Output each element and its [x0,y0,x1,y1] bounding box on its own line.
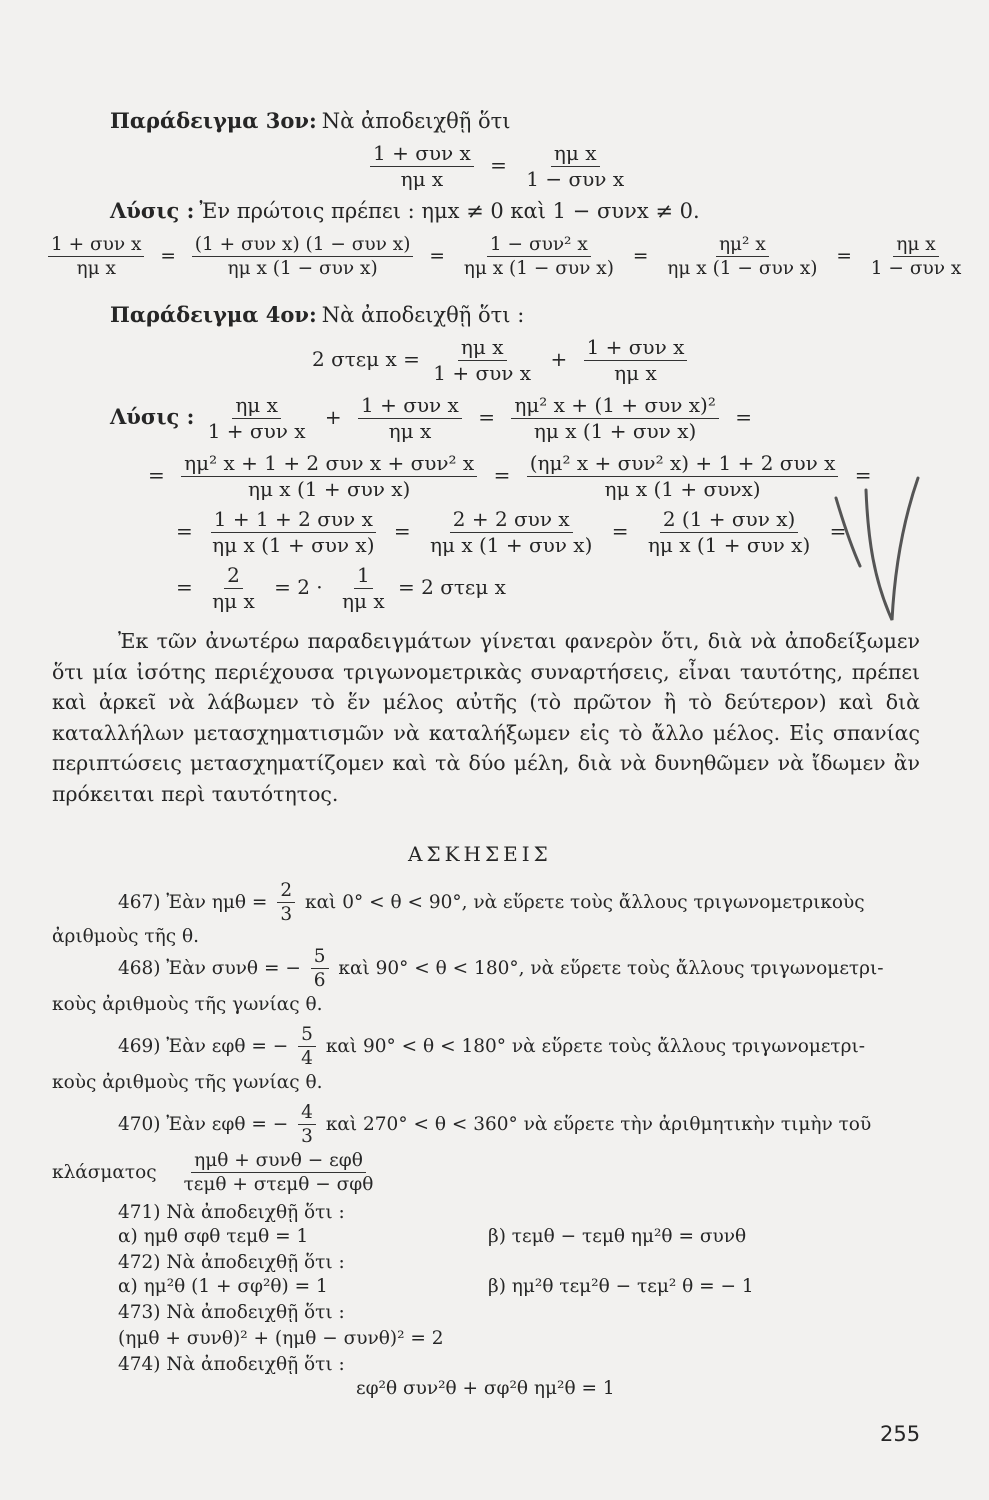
example-3-prompt: Νὰ ἀποδειχθῇ ὅτι [321,109,511,133]
exercise-471-title: 471) Νὰ ἀποδειχθῇ ὅτι : [118,1202,345,1223]
fraction-numerator: 1 + συν x [48,234,144,257]
fraction-numerator: 2 [224,564,243,589]
fraction-numerator: ημ x [458,336,507,361]
equals-sign: = [176,575,193,599]
equals-sign: = [611,519,629,543]
exercise-474-a: εφ²θ συν²θ + σφ²θ ημ²θ = 1 [356,1378,615,1399]
exercise-471-a: α) ημθ σφθ τεμθ = 1 [118,1226,309,1247]
fraction-denominator: 1 − συν x [526,167,625,191]
exercise-text: 470) Ἐὰν εφθ = − [118,1113,289,1135]
fraction-denominator: 1 + συν x [207,419,306,443]
exercise-text: 468) Ἐὰν συνθ = − [118,957,301,979]
exercise-468-continuation: κοὺς ἀριθμοὺς τῆς γωνίας θ. [52,994,323,1015]
fraction-denominator: ημ x (1 + συν x) [247,477,411,501]
equals-sign: = [493,463,511,487]
fraction-denominator: ημ x (1 + συν x) [533,419,697,443]
fraction-denominator: ημ x (1 + συν x) [430,533,593,557]
fraction-numerator: ημ² x + 1 + 2 συν x + συν² x [181,452,477,477]
fraction-denominator: ημ x [342,589,385,613]
equals-sign: = [735,405,752,429]
solution-text: Ἐν πρώτοις πρέπει : ημx ≠ 0 καὶ 1 − συνx ≠ 0. [199,199,700,223]
fraction-numerator: 4 [298,1102,316,1125]
exercise-text: κλάσματος [52,1161,157,1183]
example-4-solution-line-1 [110,394,758,443]
fraction-numerator: 1 + συν x [358,394,462,419]
fraction-numerator: 5 [311,946,329,969]
page-number: 255 [880,1422,921,1446]
fraction-numerator: 5 [298,1024,316,1047]
example-3-heading [110,108,511,133]
fraction-denominator: ημ x [388,419,432,443]
equals-sign: = [478,405,495,429]
example-4-identity [312,336,691,385]
solution-label: Λύσις : [110,198,195,223]
example-4-prompt: Νὰ ἀποδειχθῇ ὅτι : [321,303,525,327]
fraction-denominator: 4 [301,1048,313,1070]
fraction-denominator: ημ x [212,589,255,613]
identity-lhs: 2 στεμ x = [312,347,420,371]
equals-sign: = [836,245,852,267]
fraction-denominator: τεμθ + στεμθ − σφθ [183,1174,374,1196]
fraction-numerator: ημ x [893,234,938,257]
fraction-numerator: ημ² x + (1 + συν x)² [511,394,719,419]
example-3-solution-line [110,198,700,223]
exercise-472-a: α) ημ²θ (1 + σφ²θ) = 1 [118,1276,328,1297]
fraction-denominator: 6 [313,970,326,992]
exercise-471-b: β) τεμθ − τεμθ ημ²θ = συνθ [488,1226,747,1247]
conclusion-paragraph: Ἐκ τῶν ἀνωτέρω παραδειγμάτων γίνεται φανερὸν ὅτι, διὰ νὰ ἀποδείξωμεν ὅτι μία ἰσότης περιέχουσα τριγωνομετρικὰς συναρτήσεις, εἶναι ταυτότης, πρέπει καὶ ἀρκεῖ νὰ λάβωμεν τὸ ἕν μέλος αὐτῆς (τὸ πρῶτον ἢ τὸ δεύτερον) καὶ διὰ καταλλήλων μετασχηματισμῶν νὰ καταλήξωμεν εἰς τὸ ἄλλο μέλος. Εἰς σπανίας περιπτώσεις μετασχηματίζομεν καὶ τὰ δύο μέλη, διὰ νὰ δυνηθῶμεν νὰ ἴδωμεν ἂν πρόκειται περὶ ταυτότητος. [52,629,920,806]
equals-sign: = [632,245,649,267]
equals-sign: = [160,245,176,267]
example-4-solution-line-2 [142,452,878,501]
fraction-denominator: ημ x (1 + συνx) [604,477,761,501]
exercise-text: 467) Ἐὰν ημθ = [118,891,268,913]
fraction-numerator: 2 (1 + συν x) [660,508,799,533]
fraction-denominator: ημ x (1 + συν x) [212,533,375,557]
example-4-solution-line-4 [170,564,506,613]
equals-sign: = [148,463,165,487]
fraction-denominator: 3 [280,904,293,926]
exercise-text: καὶ 90° < θ < 180°, νὰ εὕρετε τοὺς ἄλλους τριγωνομετρι- [338,957,884,979]
fraction-numerator: 1 + συν x [584,336,688,361]
equals-sign: = [429,245,445,267]
exercises-heading: ΑΣΚΗΣΕΙΣ [408,842,552,866]
fraction-denominator: ημ x (1 − συν x) [463,258,614,280]
equals-sign: = [829,519,847,543]
times-expression: = 2 · [274,575,323,599]
fraction-numerator: ημθ + συνθ − εφθ [191,1150,366,1173]
example-4-heading [110,302,524,327]
exercise-text: καὶ 0° < θ < 90°, νὰ εὕρετε τοὺς ἄλλους τριγωνομετρικοὺς [305,891,865,913]
exercise-469-continuation: κοὺς ἀριθμοὺς τῆς γωνίας θ. [52,1072,323,1093]
exercise-469 [118,1024,865,1070]
exercise-472-title: 472) Νὰ ἀποδειχθῇ ὅτι : [118,1252,345,1273]
fraction-numerator: (ημ² x + συν² x) + 1 + 2 συν x [527,452,839,477]
fraction-numerator: 1 [354,564,373,589]
example-3-identity [366,142,631,191]
fraction-numerator: ημ x [232,394,281,419]
exercise-text: καὶ 90° < θ < 180° νὰ εὕρετε τοὺς ἄλλους τριγωνομετρι- [325,1035,866,1057]
exercise-text: καὶ 270° < θ < 360° νὰ εὕρετε τὴν ἀριθμητικὴν τιμὴν τοῦ [325,1113,872,1135]
fraction-numerator: 1 + 1 + 2 συν x [211,508,376,533]
fraction-numerator: ημ² x [716,234,769,257]
equals-sign: = [854,463,872,487]
fraction-numerator: 2 [277,880,295,903]
fraction-denominator: 3 [301,1126,313,1148]
exercise-474-title: 474) Νὰ ἀποδειχθῇ ὅτι : [118,1354,345,1375]
equals-sign: = [393,519,411,543]
exercise-467-continuation: ἀριθμοὺς τῆς θ. [52,926,199,947]
pencil-checkmark-icon [830,470,925,635]
plus-sign: + [324,405,342,429]
exercise-473-a: (ημθ + συνθ)² + (ημθ − συνθ)² = 2 [118,1328,444,1349]
example-4-solution-line-3 [170,508,852,557]
exercise-472-b: β) ημ²θ τεμ²θ − τεμ² θ = − 1 [488,1276,754,1297]
fraction-numerator: 1 + συν x [370,142,474,167]
fraction-numerator: 1 − συν² x [487,234,591,257]
fraction-denominator: 1 − συν x [870,258,962,280]
exercise-473-title: 473) Νὰ ἀποδειχθῇ ὅτι : [118,1302,345,1323]
example-4-title: Παράδειγμα 4ον: [110,302,317,327]
fraction-numerator: (1 + συν x) (1 − συν x) [192,234,414,257]
fraction-denominator: ημ x (1 + συν x) [647,533,811,557]
fraction-denominator: ημ x (1 − συν x) [667,258,818,280]
exercise-text: 469) Ἐὰν εφθ = − [118,1035,289,1057]
fraction-numerator: 2 + 2 συν x [450,508,573,533]
exercise-467 [118,880,865,926]
example-3-title: Παράδειγμα 3ον: [110,108,317,133]
exercise-468 [118,946,884,992]
plus-sign: + [550,347,568,371]
solution-label: Λύσις : [110,404,195,429]
fraction-denominator: 1 + συν x [433,361,532,385]
final-result: = 2 στεμ x [398,575,506,599]
example-3-derivation [44,234,968,280]
exercise-470-fraction [52,1150,380,1196]
fraction-denominator: ημ x [400,167,444,191]
exercise-470 [118,1102,871,1148]
equals-sign: = [176,519,193,543]
fraction-denominator: ημ x (1 − συν x) [227,258,378,280]
fraction-denominator: ημ x [76,258,116,280]
fraction-denominator: ημ x [614,361,657,385]
fraction-numerator: ημ x [551,142,600,167]
equals-sign: = [490,153,507,177]
